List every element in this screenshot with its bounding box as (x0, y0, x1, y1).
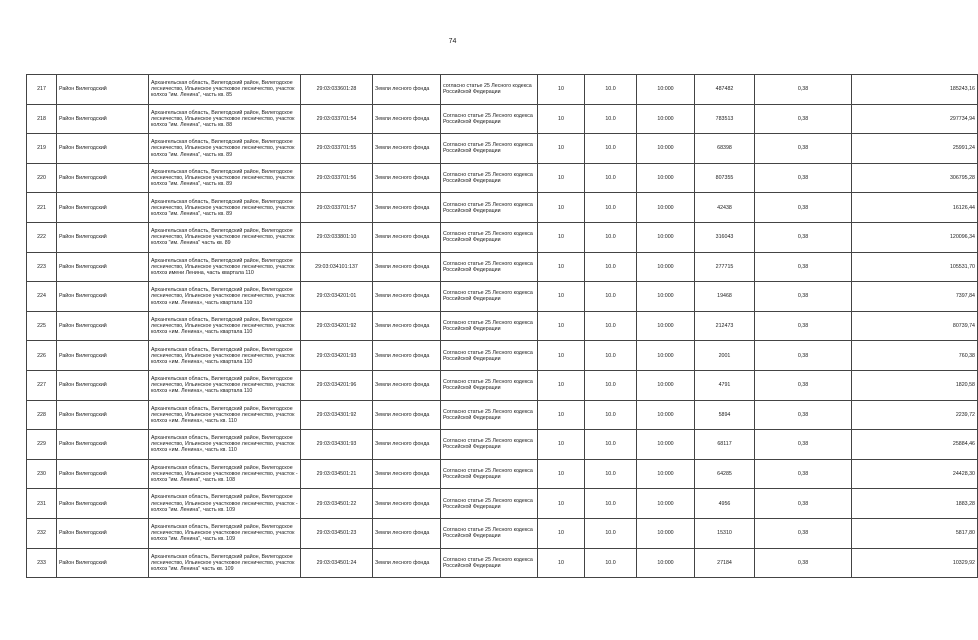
cadastral-number-cell: 29:03:034501:23 (301, 518, 373, 548)
land-category-cell: Земли лесного фонда (373, 104, 441, 134)
rate-cell: 0,38 (755, 252, 852, 282)
cadastral-number-cell: 29:03:033601:28 (301, 75, 373, 105)
value-1-cell: 10 (538, 252, 585, 282)
row-number-cell: 230 (27, 459, 57, 489)
legal-basis-cell: Согласно статье 25 Лесного кодекса Российской Федерации (441, 104, 538, 134)
value-2-cell: 10.0 (585, 252, 637, 282)
row-number-cell: 228 (27, 400, 57, 430)
legal-basis-cell: Согласно статье 25 Лесного кодекса Российской Федерации (441, 370, 538, 400)
legal-basis-cell: Согласно статье 25 Лесного кодекса Российской Федерации (441, 518, 538, 548)
value-2-cell: 10.0 (585, 548, 637, 578)
value-1-cell: 10 (538, 163, 585, 193)
district-cell: Район Вилегодский (57, 489, 149, 519)
district-cell: Район Вилегодский (57, 75, 149, 105)
district-cell: Район Вилегодский (57, 400, 149, 430)
legal-basis-cell: согласно статье 25 Лесного кодекса Российской Федерации (441, 75, 538, 105)
legal-basis-cell: Согласно статье 25 Лесного кодекса Российской Федерации (441, 311, 538, 341)
address-cell: Архангельская область, Вилегодский район, Вилегодское лесничество, Ильинское участковое лесничество, участок колхоз «им. Ленина», часть кв. 110 (149, 400, 301, 430)
value-3-cell: 10:000 (637, 163, 695, 193)
address-cell: Архангельская область, Вилегодский район, Вилегодское лесничество, Ильинское участковое лесничество, участок колхоз "им. Ленина" часть кв. 109 (149, 548, 301, 578)
area-cell: 277715 (695, 252, 755, 282)
amount-cell: 10329,92 (852, 548, 978, 578)
value-2-cell: 10.0 (585, 282, 637, 312)
legal-basis-cell: Согласно статье 25 Лесного кодекса Российской Федерации (441, 134, 538, 164)
land-category-cell: Земли лесного фонда (373, 430, 441, 460)
value-3-cell: 10:000 (637, 548, 695, 578)
value-2-cell: 10.0 (585, 400, 637, 430)
value-2-cell: 10.0 (585, 370, 637, 400)
area-cell: 68117 (695, 430, 755, 460)
table-row (27, 222, 978, 252)
rate-cell: 0,38 (755, 430, 852, 460)
row-number-cell: 223 (27, 252, 57, 282)
cadastral-number-cell: 29:03:033701:57 (301, 193, 373, 223)
table-row (27, 282, 978, 312)
address-cell: Архангельская область, Вилегодский район, Вилегодское лесничество, Ильинское участковое лесничество, участок - колхоз "им. Ленина", часть кв. 109 (149, 489, 301, 519)
district-cell: Район Вилегодский (57, 459, 149, 489)
amount-cell: 2239,72 (852, 400, 978, 430)
area-cell: 4956 (695, 489, 755, 519)
area-cell: 212473 (695, 311, 755, 341)
value-3-cell: 10:000 (637, 104, 695, 134)
value-2-cell: 10.0 (585, 104, 637, 134)
land-category-cell: Земли лесного фонда (373, 489, 441, 519)
legal-basis-cell: Согласно статье 25 Лесного кодекса Российской Федерации (441, 400, 538, 430)
rate-cell: 0,38 (755, 459, 852, 489)
value-3-cell: 10:000 (637, 282, 695, 312)
land-category-cell: Земли лесного фонда (373, 163, 441, 193)
row-number-cell: 231 (27, 489, 57, 519)
value-3-cell: 10:000 (637, 430, 695, 460)
amount-cell: 1883,28 (852, 489, 978, 519)
cadastral-number-cell: 29:03:033701:55 (301, 134, 373, 164)
table-row (27, 104, 978, 134)
amount-cell: 760,38 (852, 341, 978, 371)
legal-basis-cell: Согласно статье 25 Лесного кодекса Российской Федерации (441, 282, 538, 312)
district-cell: Район Вилегодский (57, 222, 149, 252)
land-category-cell: Земли лесного фонда (373, 282, 441, 312)
amount-cell: 80739,74 (852, 311, 978, 341)
address-cell: Архангельская область, Вилегодский район, Вилегодское лесничество, Ильинское участковое лесничество, участок колхоз «им. Ленина», часть кв. 110 (149, 430, 301, 460)
district-cell: Район Вилегодский (57, 548, 149, 578)
value-2-cell: 10.0 (585, 163, 637, 193)
rate-cell: 0,38 (755, 75, 852, 105)
table-row (27, 459, 978, 489)
rate-cell: 0,38 (755, 104, 852, 134)
cadastral-number-cell: 29:03:033701:54 (301, 104, 373, 134)
value-1-cell: 10 (538, 134, 585, 164)
value-1-cell: 10 (538, 370, 585, 400)
legal-basis-cell: Согласно статье 25 Лесного кодекса Российской Федерации (441, 341, 538, 371)
amount-cell: 297734,94 (852, 104, 978, 134)
legal-basis-cell: Согласно статье 25 Лесного кодекса Российской Федерации (441, 459, 538, 489)
value-3-cell: 10:000 (637, 134, 695, 164)
district-cell: Район Вилегодский (57, 370, 149, 400)
row-number-cell: 222 (27, 222, 57, 252)
rate-cell: 0,38 (755, 222, 852, 252)
amount-cell: 306795,28 (852, 163, 978, 193)
address-cell: Архангельская область, Вилегодский район, Вилегодское лесничество, Ильинское участковое лесничество, участок колхоз "им. Ленина", часть кв. 109 (149, 518, 301, 548)
value-3-cell: 10:000 (637, 75, 695, 105)
value-1-cell: 10 (538, 282, 585, 312)
address-cell: Архангельская область, Вилегодский район, Вилегодское лесничество, Ильинское участковое лесничество, участок колхоз «им. Ленина», часть квартала 110 (149, 311, 301, 341)
table-row (27, 311, 978, 341)
value-2-cell: 10.0 (585, 341, 637, 371)
rate-cell: 0,38 (755, 163, 852, 193)
legal-basis-cell: Согласно статье 25 Лесного кодекса Российской Федерации (441, 163, 538, 193)
address-cell: Архангельская область, Вилегодский район, Вилегодское лесничество, Ильинское участковое лесничество, участок колхоз "им. Ленина", часть кв. 89 (149, 193, 301, 223)
row-number-cell: 220 (27, 163, 57, 193)
cadastral-number-cell: 29:03:034201:93 (301, 341, 373, 371)
district-cell: Район Вилегодский (57, 252, 149, 282)
value-3-cell: 10:000 (637, 193, 695, 223)
value-2-cell: 10.0 (585, 459, 637, 489)
table-row (27, 75, 978, 105)
amount-cell: 16126,44 (852, 193, 978, 223)
area-cell: 68398 (695, 134, 755, 164)
amount-cell: 24428,30 (852, 459, 978, 489)
value-2-cell: 10.0 (585, 311, 637, 341)
address-cell: Архангельская область, Вилегодский район, Вилегодское лесничество, Ильинское участковое лесничество, участок - колхоз "им. Ленина", часть кв. 108 (149, 459, 301, 489)
area-cell: 2001 (695, 341, 755, 371)
table-row (27, 163, 978, 193)
value-3-cell: 10:000 (637, 518, 695, 548)
value-2-cell: 10.0 (585, 134, 637, 164)
legal-basis-cell: Согласно статье 25 Лесного кодекса Российской Федерации (441, 489, 538, 519)
address-cell: Архангельская область, Вилегодский район, Вилегодское лесничество, Ильинское участковое лесничество, участок колхоз «им. Ленина», часть квартала 110 (149, 341, 301, 371)
value-3-cell: 10:000 (637, 400, 695, 430)
district-cell: Район Вилегодский (57, 163, 149, 193)
district-cell: Район Вилегодский (57, 430, 149, 460)
land-category-cell: Земли лесного фонда (373, 75, 441, 105)
amount-cell: 185243,16 (852, 75, 978, 105)
district-cell: Район Вилегодский (57, 282, 149, 312)
table-row (27, 548, 978, 578)
amount-cell: 7397,84 (852, 282, 978, 312)
row-number-cell: 221 (27, 193, 57, 223)
address-cell: Архангельская область, Вилегодский район, Вилегодское лесничество, Ильинское участковое лесничество, участок колхоз «им. Ленина», часть квартала 110 (149, 370, 301, 400)
area-cell: 15310 (695, 518, 755, 548)
area-cell: 64285 (695, 459, 755, 489)
land-category-cell: Земли лесного фонда (373, 518, 441, 548)
cadastral-number-cell: 29:03:034501:24 (301, 548, 373, 578)
cadastral-number-cell: 29:03:033701:56 (301, 163, 373, 193)
address-cell: Архангельская область, Вилегодский район, Вилегодское лесничество, Ильинское участковое лесничество, участок колхоз "им. Ленина", часть кв. 85 (149, 75, 301, 105)
land-category-cell: Земли лесного фонда (373, 459, 441, 489)
land-category-cell: Земли лесного фонда (373, 341, 441, 371)
amount-cell: 25884,46 (852, 430, 978, 460)
value-1-cell: 10 (538, 548, 585, 578)
area-cell: 783513 (695, 104, 755, 134)
rate-cell: 0,38 (755, 282, 852, 312)
area-cell: 807355 (695, 163, 755, 193)
table-row (27, 252, 978, 282)
rate-cell: 0,38 (755, 518, 852, 548)
row-number-cell: 217 (27, 75, 57, 105)
value-2-cell: 10.0 (585, 518, 637, 548)
table-row (27, 400, 978, 430)
page-number: 74 (448, 38, 457, 45)
area-cell: 487482 (695, 75, 755, 105)
value-1-cell: 10 (538, 341, 585, 371)
value-2-cell: 10.0 (585, 222, 637, 252)
land-category-cell: Земли лесного фонда (373, 222, 441, 252)
district-cell: Район Вилегодский (57, 193, 149, 223)
area-cell: 316043 (695, 222, 755, 252)
value-3-cell: 10:000 (637, 222, 695, 252)
value-1-cell: 10 (538, 489, 585, 519)
row-number-cell: 226 (27, 341, 57, 371)
cadastral-number-cell: 29:03:034201:92 (301, 311, 373, 341)
area-cell: 4791 (695, 370, 755, 400)
table-row (27, 134, 978, 164)
table-row (27, 489, 978, 519)
rate-cell: 0,38 (755, 311, 852, 341)
rate-cell: 0,38 (755, 370, 852, 400)
value-2-cell: 10.0 (585, 430, 637, 460)
address-cell: Архангельская область, Вилегодский район, Вилегодское лесничество, Ильинское участковое лесничество, участок колхоз "им. Ленина", часть кв. 88 (149, 104, 301, 134)
district-cell: Район Вилегодский (57, 134, 149, 164)
cadastral-number-cell: 29:03:034501:22 (301, 489, 373, 519)
rate-cell: 0,38 (755, 193, 852, 223)
district-cell: Район Вилегодский (57, 104, 149, 134)
land-category-cell: Земли лесного фонда (373, 193, 441, 223)
cadastral-number-cell: 29:03:034301:92 (301, 400, 373, 430)
cadastral-number-cell: 29:03:034201:96 (301, 370, 373, 400)
address-cell: Архангельская область, Вилегодский район, Вилегодское лесничество, Ильинское участковое лесничество, участок колхоз "им. Ленина", часть кв. 89 (149, 163, 301, 193)
row-number-cell: 218 (27, 104, 57, 134)
value-1-cell: 10 (538, 222, 585, 252)
row-number-cell: 232 (27, 518, 57, 548)
amount-cell: 5817,80 (852, 518, 978, 548)
land-category-cell: Земли лесного фонда (373, 370, 441, 400)
value-3-cell: 10:000 (637, 370, 695, 400)
row-number-cell: 233 (27, 548, 57, 578)
legal-basis-cell: Согласно статье 25 Лесного кодекса Российской Федерации (441, 548, 538, 578)
cadastral-number-cell: 29:03:034101:137 (301, 252, 373, 282)
area-cell: 5894 (695, 400, 755, 430)
rate-cell: 0,38 (755, 341, 852, 371)
cadastral-number-cell: 29:03:034501:21 (301, 459, 373, 489)
row-number-cell: 225 (27, 311, 57, 341)
value-3-cell: 10:000 (637, 459, 695, 489)
row-number-cell: 227 (27, 370, 57, 400)
rate-cell: 0,38 (755, 548, 852, 578)
row-number-cell: 229 (27, 430, 57, 460)
row-number-cell: 224 (27, 282, 57, 312)
legal-basis-cell: Согласно статье 25 Лесного кодекса Российской Федерации (441, 252, 538, 282)
district-cell: Район Вилегодский (57, 311, 149, 341)
area-cell: 19468 (695, 282, 755, 312)
value-1-cell: 10 (538, 104, 585, 134)
value-3-cell: 10:000 (637, 341, 695, 371)
table-row (27, 193, 978, 223)
amount-cell: 1820,58 (852, 370, 978, 400)
value-1-cell: 10 (538, 459, 585, 489)
legal-basis-cell: Согласно статье 25 Лесного кодекса Российской Федерации (441, 222, 538, 252)
table-row (27, 430, 978, 460)
cadastral-number-cell: 29:03:034201:01 (301, 282, 373, 312)
amount-cell: 25991,24 (852, 134, 978, 164)
address-cell: Архангельская область, Вилегодский район, Вилегодское лесничество, Ильинское участковое лесничество, участок колхоз "им. Ленина" часть кв. 89 (149, 222, 301, 252)
table-body (27, 75, 978, 578)
land-category-cell: Земли лесного фонда (373, 400, 441, 430)
land-category-cell: Земли лесного фонда (373, 311, 441, 341)
address-cell: Архангельская область, Вилегодский район, Вилегодское лесничество, Ильинское участковое лесничество, участок колхоз "им. Ленина", часть кв. 89 (149, 134, 301, 164)
value-2-cell: 10.0 (585, 75, 637, 105)
rate-cell: 0,38 (755, 400, 852, 430)
row-number-cell: 219 (27, 134, 57, 164)
value-3-cell: 10:000 (637, 252, 695, 282)
value-2-cell: 10.0 (585, 193, 637, 223)
area-cell: 27184 (695, 548, 755, 578)
land-category-cell: Земли лесного фонда (373, 548, 441, 578)
value-1-cell: 10 (538, 430, 585, 460)
land-plots-table (26, 74, 978, 578)
value-2-cell: 10.0 (585, 489, 637, 519)
address-cell: Архангельская область, Вилегодский район, Вилегодское лесничество, Ильинское участковое лесничество, участок колхоз имени Ленина, часть квартала 110 (149, 252, 301, 282)
legal-basis-cell: Согласно статье 25 Лесного кодекса Российской Федерации (441, 193, 538, 223)
district-cell: Район Вилегодский (57, 518, 149, 548)
table-row (27, 341, 978, 371)
value-3-cell: 10:000 (637, 489, 695, 519)
area-cell: 42438 (695, 193, 755, 223)
address-cell: Архангельская область, Вилегодский район, Вилегодское лесничество, Ильинское участковое лесничество, участок колхоз «им. Ленина», часть квартала 110 (149, 282, 301, 312)
value-1-cell: 10 (538, 193, 585, 223)
value-3-cell: 10:000 (637, 311, 695, 341)
amount-cell: 120096,34 (852, 222, 978, 252)
rate-cell: 0,38 (755, 489, 852, 519)
table-row (27, 518, 978, 548)
rate-cell: 0,38 (755, 134, 852, 164)
value-1-cell: 10 (538, 75, 585, 105)
legal-basis-cell: Согласно статье 25 Лесного кодекса Российской Федерации (441, 430, 538, 460)
cadastral-number-cell: 29:03:034301:93 (301, 430, 373, 460)
land-category-cell: Земли лесного фонда (373, 252, 441, 282)
district-cell: Район Вилегодский (57, 341, 149, 371)
value-1-cell: 10 (538, 518, 585, 548)
land-category-cell: Земли лесного фонда (373, 134, 441, 164)
table-row (27, 370, 978, 400)
value-1-cell: 10 (538, 311, 585, 341)
value-1-cell: 10 (538, 400, 585, 430)
amount-cell: 105531,70 (852, 252, 978, 282)
cadastral-number-cell: 29:03:033801:10 (301, 222, 373, 252)
